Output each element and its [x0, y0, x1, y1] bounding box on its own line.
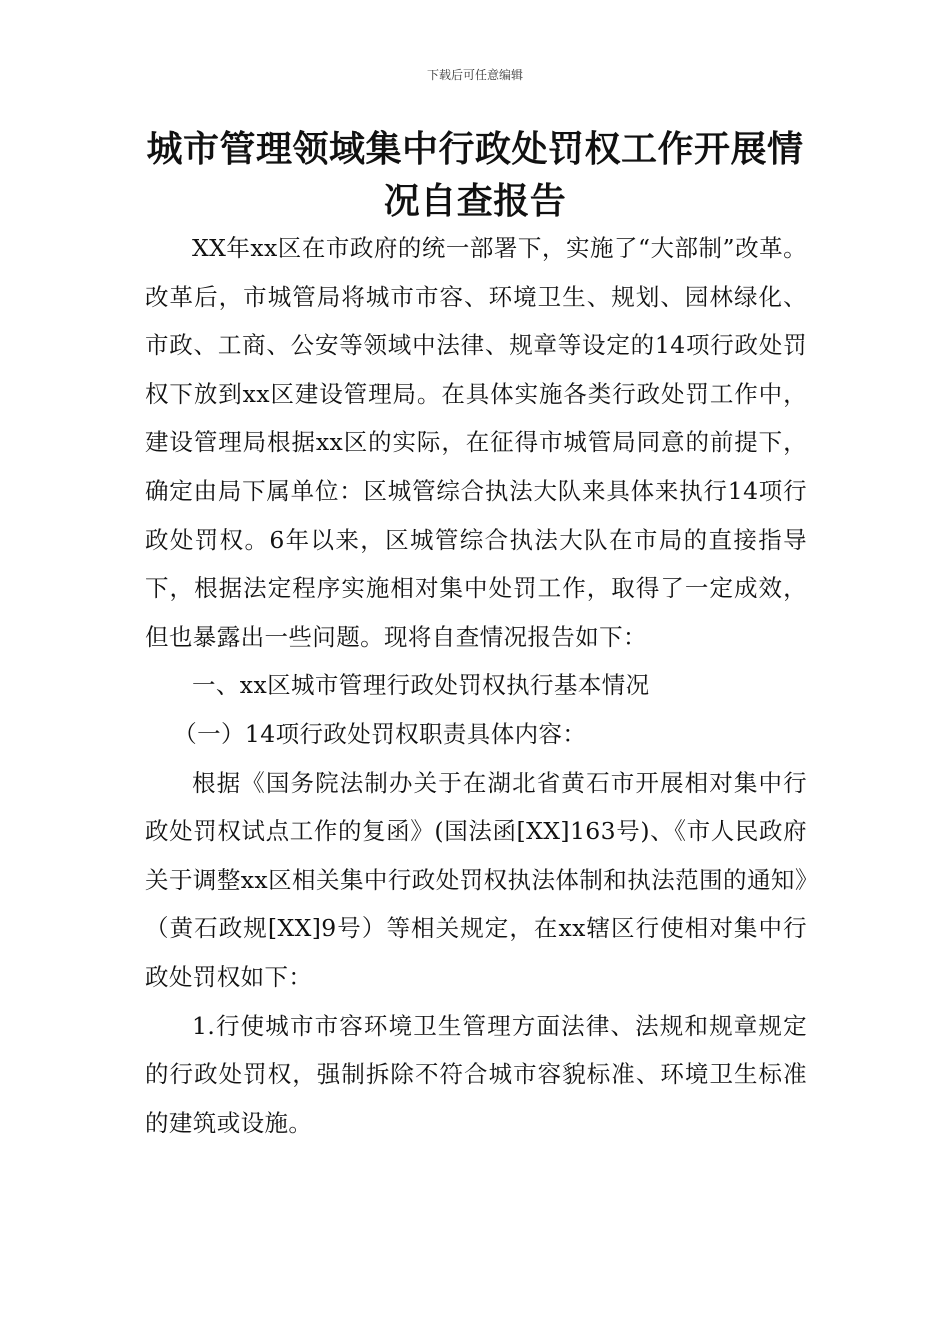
page-header-note: 下载后可任意编辑	[426, 68, 523, 82]
document-title-line-2: 况自查报告	[383, 181, 567, 222]
section-heading-1: 一、xx区城市管理行政处罚权执行基本情况	[192, 671, 650, 700]
basis-paragraph: 根据《国务院法制办关于在湖北省黄石市开展相对集中行政处罚权试点工作的复函》(国法函[XX]163号)、《市人民政府关于调整xx区相关集中行政处罚权执法体制和执法范围的通知》（黄石政规[XX]9号）等相关规定，在xx辖区行使相对集中行政处罚权如下：	[145, 768, 807, 991]
intro-paragraph: XX年xx区在市政府的统一部署下，实施了“大部制”改革。改革后，市城管局将城市市容、环境卫生、规划、园林绿化、市政、工商、公安等领域中法律、规章等设定的14项行政处罚权下放到xx区建设管理局。在具体实施各类行政处罚工作中，建设管理局根据xx区的实际，在征得市城管局同意的前提下，确定由局下属单位：区城管综合执法大队来具体来执行14项行政处罚权。6年以来，区城管综合执法大队在市局的直接指导下，根据法定程序实施相对集中处罚工作，取得了一定成效，但也暴露出一些问题。现将自查情况报告如下：	[145, 234, 807, 651]
document-body	[145, 224, 807, 1147]
list-item-1: 1.行使城市市容环境卫生管理方面法律、法规和规章规定的行政处罚权，强制拆除不符合城市容貌标准、环境卫生标准的建筑或设施。	[145, 1011, 807, 1137]
document-title	[140, 124, 810, 228]
subsection-heading-1: （一）14项行政处罚权职责具体内容：	[173, 719, 587, 748]
document-title-line-1: 城市管理领域集中行政处罚权工作开展情	[146, 129, 804, 170]
